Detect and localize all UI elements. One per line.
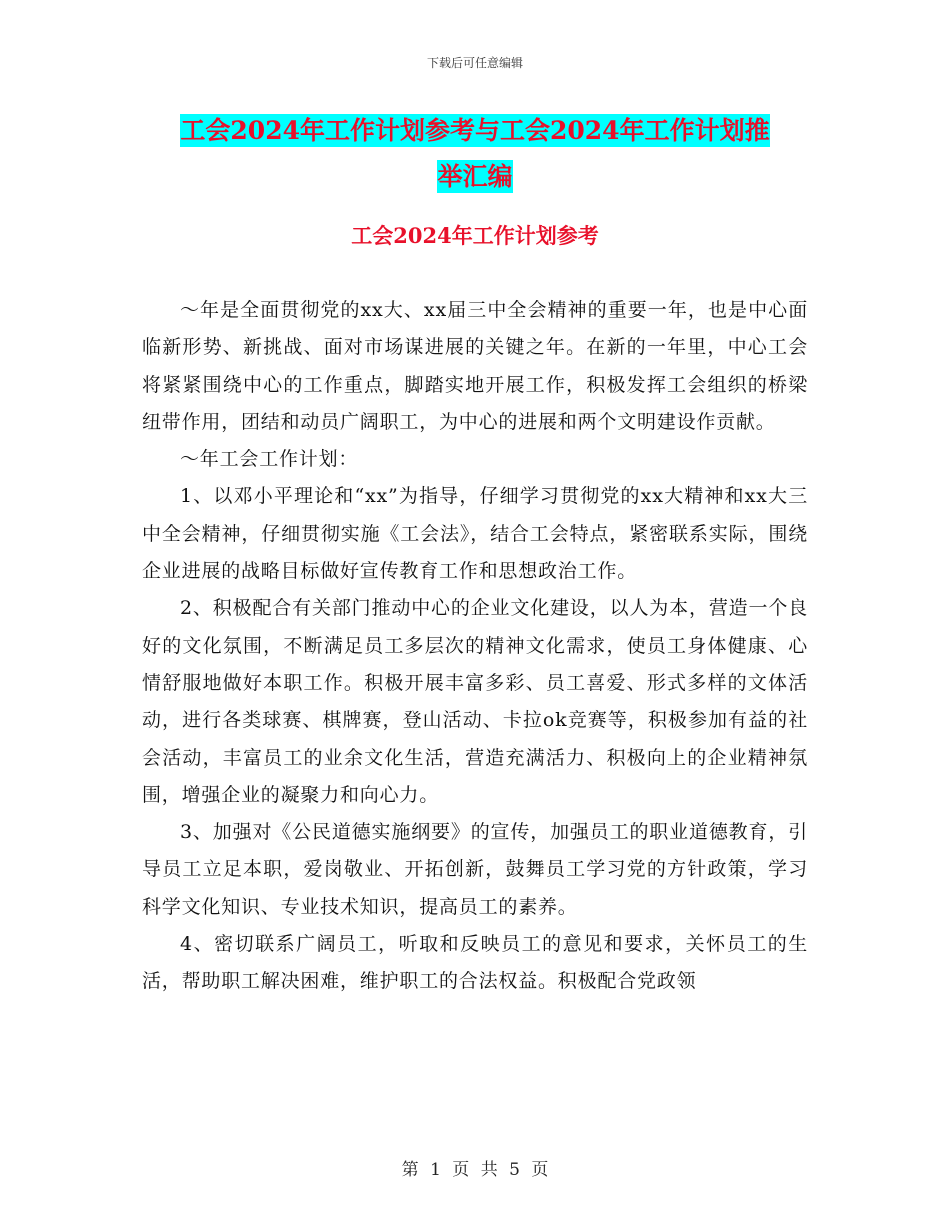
section-title: 工会2024年工作计划参考: [351, 223, 599, 248]
document-body: [142, 292, 808, 1001]
document-title-line-2: 举汇编: [437, 162, 513, 191]
paragraph-item-2: 2、积极配合有关部门推动中心的企业文化建设，以人为本，营造一个良好的文化氛围，不断满足员工多层次的精神文化需求，使员工身体健康、心情舒服地做好本职工作。积极开展丰富多彩、员工喜爱、形式多样的文体活动，进行各类球赛、棋牌赛，登山活动、卡拉ok竞赛等，积极参加有益的社会活动，丰富员工的业余文化生活，营造充满活力、积极向上的企业精神氛围，增强企业的凝聚力和向心力。: [142, 597, 808, 806]
paragraph-item-1: 1、以邓小平理论和“xx”为指导，仔细学习贯彻党的xx大精神和xx大三中全会精神，仔细贯彻实施《工会法》，结合工会特点，紧密联系实际，围绕企业进展的战略目标做好宣传教育工作和思想政治工作。: [142, 485, 808, 583]
document-title: [140, 108, 810, 200]
paragraph-item-3: 3、加强对《公民道德实施纲要》的宣传，加强员工的职业道德教育，引导员工立足本职，爱岗敬业、开拓创新，鼓舞员工学习党的方针政策，学习科学文化知识、专业技术知识，提高员工的素养。: [142, 821, 808, 918]
paragraph-plan-heading: ～年工会工作计划：: [180, 448, 359, 471]
page-footer: 第 1 页 共 5 页: [401, 1160, 549, 1180]
paragraph-item-4: 4、密切联系广阔员工，听取和反映员工的意见和要求，关怀员工的生活，帮助职工解决困难，维护职工的合法权益。积极配合党政领: [142, 933, 808, 993]
document-title-line-1: 工会2024年工作计划参考与工会2024年工作计划推: [180, 116, 770, 145]
page-header: 下载后可任意编辑: [426, 56, 523, 70]
paragraph-intro: ～年是全面贯彻党的xx大、xx届三中全会精神的重要一年，也是中心面临新形势、新挑战、面对市场谋进展的关键之年。在新的一年里，中心工会将紧紧围绕中心的工作重点，脚踏实地开展工作，积极发挥工会组织的桥梁纽带作用，团结和动员广阔职工，为中心的进展和两个文明建设作贡献。: [142, 299, 808, 433]
